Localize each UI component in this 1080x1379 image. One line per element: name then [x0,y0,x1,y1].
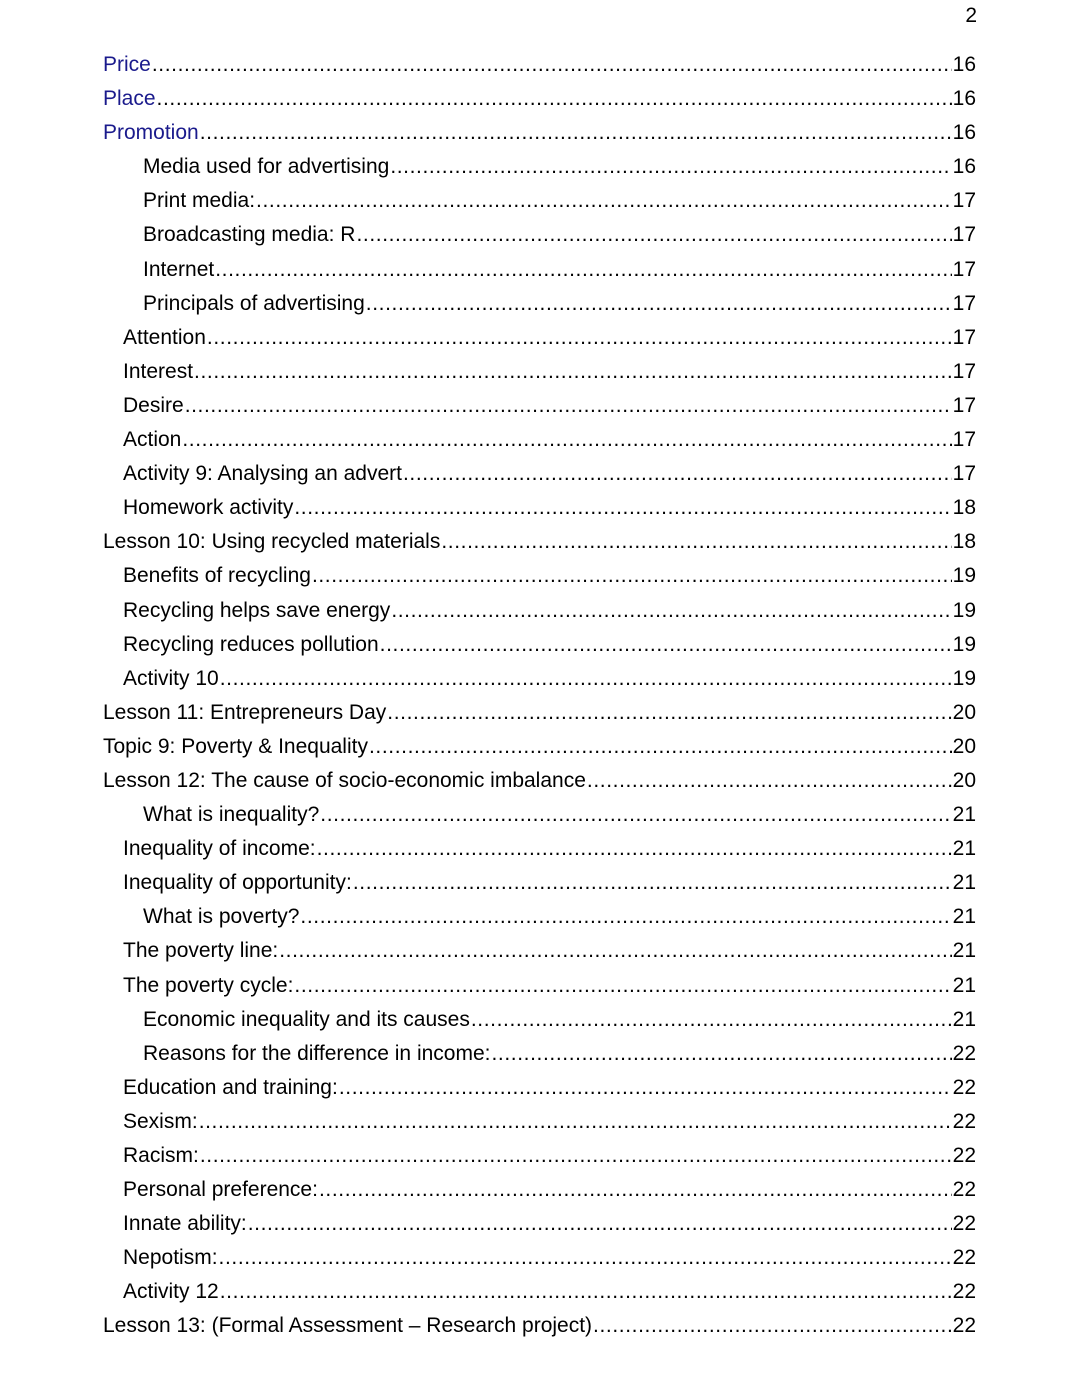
toc-entry-title[interactable]: The poverty line: [123,939,279,963]
toc-entry[interactable] [103,1207,976,1241]
dot-leader [200,116,952,150]
toc-entry[interactable] [103,184,976,218]
toc-entry-page-number[interactable]: 19 [952,632,976,656]
toc-entry[interactable] [103,1275,976,1309]
dot-leader [294,491,951,525]
dot-leader [185,389,952,423]
toc-entry[interactable] [103,1241,976,1275]
dot-leader [387,696,951,730]
toc-entry-title[interactable]: Principals of advertising [143,291,365,315]
toc-entry-page-number[interactable]: 21 [952,803,976,827]
dot-leader [152,48,952,82]
toc-entry-title[interactable]: Attention [123,325,206,349]
dot-leader [390,150,951,184]
toc-entry[interactable] [103,1105,976,1139]
toc-entry-page-number[interactable]: 16 [952,87,976,111]
toc-entry[interactable] [103,253,976,287]
toc-entry-title[interactable]: Lesson 10: Using recycled materials [103,530,441,554]
toc-entry[interactable] [103,423,976,457]
toc-entry-page-number[interactable]: 22 [952,1212,976,1236]
dot-leader [194,355,952,389]
toc-entry-title[interactable]: Promotion [103,121,199,145]
toc-entry-page-number[interactable]: 22 [952,1178,976,1202]
dot-leader [200,1139,952,1173]
toc-entry-page-number[interactable]: 21 [952,939,976,963]
dot-leader [199,1105,952,1139]
table-of-contents [103,48,976,1344]
toc-entry-title[interactable]: Inequality of income: [123,837,316,861]
toc-entry-page-number[interactable]: 17 [952,291,976,315]
dot-leader [441,525,951,559]
toc-entry-page-number[interactable]: 21 [952,905,976,929]
toc-entry-page-number[interactable]: 19 [952,598,976,622]
toc-entry-title[interactable]: Nepotism: [123,1246,218,1270]
toc-entry[interactable] [103,48,976,82]
dot-leader [300,900,951,934]
toc-entry[interactable] [103,1003,976,1037]
dot-leader [593,1309,952,1343]
dot-leader [219,1241,952,1275]
toc-entry-page-number[interactable]: 19 [952,666,976,690]
toc-entry-page-number[interactable]: 21 [952,837,976,861]
toc-entry-title[interactable]: Racism: [123,1144,199,1167]
toc-entry-title[interactable]: Internet [143,257,215,281]
toc-entry-title[interactable]: The poverty cycle: [123,973,294,997]
dot-leader [471,1003,952,1037]
dot-leader [366,287,952,321]
toc-entry[interactable] [103,1309,976,1343]
toc-entry-title[interactable]: What is inequality? [143,803,320,827]
toc-entry-title[interactable]: Reasons for the difference in income: [143,1041,491,1065]
dot-leader [587,764,952,798]
toc-entry[interactable] [103,1139,976,1173]
toc-entry-page-number[interactable]: 21 [952,871,976,895]
toc-entry[interactable] [103,457,976,491]
dot-leader [317,832,952,866]
toc-entry[interactable] [103,150,976,184]
toc-entry-title[interactable]: Interest [123,359,194,383]
toc-entry[interactable] [103,82,976,116]
toc-entry-page-number[interactable]: 17 [952,325,976,349]
toc-entry-title[interactable]: Education and training: [123,1075,338,1099]
toc-entry-page-number[interactable]: 20 [952,768,976,792]
toc-entry-page-number[interactable]: 20 [952,700,976,724]
toc-entry-title[interactable]: Price [103,53,151,76]
toc-entry-page-number[interactable]: 22 [952,1246,976,1270]
toc-entry[interactable] [103,594,976,628]
toc-entry-title[interactable]: Homework activity [123,496,294,520]
toc-entry[interactable] [103,287,976,321]
dot-leader [320,798,951,832]
toc-entry[interactable] [103,355,976,389]
toc-entry-page-number[interactable]: 19 [952,564,976,588]
toc-entry[interactable] [103,1071,976,1105]
toc-entry[interactable] [103,628,976,662]
dot-leader [403,457,952,491]
toc-entry[interactable] [103,491,976,525]
toc-entry-page-number[interactable]: 20 [952,734,976,758]
toc-entry[interactable] [103,559,976,593]
toc-entry-page-number[interactable]: 21 [952,1007,976,1031]
dot-leader [353,866,952,900]
dot-leader [491,1037,951,1071]
toc-entry-page-number[interactable]: 18 [952,530,976,554]
toc-entry-page-number[interactable]: 22 [952,1280,976,1304]
toc-entry-title[interactable]: Innate ability: [123,1212,247,1236]
dot-leader [207,321,952,355]
toc-entry-title[interactable]: What is poverty? [143,905,300,929]
toc-entry[interactable] [103,934,976,968]
toc-entry[interactable] [103,866,976,900]
toc-entry[interactable] [103,525,976,559]
toc-entry[interactable] [103,662,976,696]
dot-leader [220,662,952,696]
toc-entry[interactable] [103,900,976,934]
toc-entry-page-number[interactable]: 22 [952,1075,976,1099]
dot-leader [356,218,951,252]
toc-entry-title[interactable]: Sexism: [123,1109,198,1133]
dot-leader [380,628,952,662]
toc-entry[interactable] [103,969,976,1003]
toc-entry-page-number[interactable]: 21 [952,973,976,997]
toc-entry-page-number[interactable]: 17 [952,223,976,247]
toc-entry-title[interactable]: Lesson 13: (Formal Assessment – Research project) [103,1314,593,1338]
toc-entry[interactable] [103,1173,976,1207]
toc-entry[interactable] [103,798,976,832]
toc-entry-page-number[interactable]: 18 [952,496,976,520]
dot-leader [319,1173,952,1207]
toc-entry[interactable] [103,218,976,252]
toc-entry-page-number[interactable]: 16 [952,121,976,145]
toc-entry[interactable] [103,321,976,355]
toc-entry-title[interactable]: Topic 9: Poverty & Inequality [103,734,368,758]
toc-entry-page-number[interactable]: 22 [952,1109,976,1133]
toc-entry-title[interactable]: Inequality of opportunity: [123,871,352,895]
toc-entry-page-number[interactable]: 17 [952,393,976,417]
toc-entry-page-number[interactable]: 17 [952,428,976,452]
toc-entry-title[interactable]: Print media: [143,189,256,213]
toc-entry-title[interactable]: Economic inequality and its causes [143,1007,470,1031]
dot-leader [182,423,951,457]
toc-entry-page-number[interactable]: 17 [952,257,976,281]
toc-entry-title[interactable]: Personal preference: [123,1178,318,1202]
toc-entry-page-number[interactable]: 22 [952,1144,976,1167]
toc-entry-page-number[interactable]: 17 [952,359,976,383]
page-number: 2 [965,4,977,27]
toc-entry[interactable] [103,389,976,423]
toc-entry[interactable] [103,116,976,150]
toc-entry-page-number[interactable]: 22 [952,1041,976,1065]
toc-entry-title[interactable]: Activity 12 [123,1280,219,1304]
toc-entry-title[interactable]: Recycling helps save energy [123,598,391,622]
toc-entry-page-number[interactable]: 17 [952,189,976,213]
dot-leader [391,594,951,628]
toc-entry-title[interactable]: Lesson 11: Entrepreneurs Day [103,700,387,724]
toc-entry[interactable] [103,1037,976,1071]
toc-entry-title[interactable]: Media used for advertising [143,155,390,179]
dot-leader [339,1071,952,1105]
toc-entry[interactable] [103,730,976,764]
toc-entry-page-number[interactable]: 16 [952,53,976,76]
dot-leader [279,934,951,968]
dot-leader [220,1275,952,1309]
toc-entry-title[interactable]: Recycling reduces pollution [123,632,379,656]
toc-entry-page-number[interactable]: 17 [952,462,976,486]
dot-leader [248,1207,952,1241]
toc-entry[interactable] [103,696,976,730]
toc-entry-page-number[interactable]: 16 [952,155,976,179]
dot-leader [215,253,951,287]
toc-entry-title[interactable]: Activity 9: Analysing an advert [123,462,402,486]
dot-leader [294,969,951,1003]
dot-leader [312,559,952,593]
toc-entry-title[interactable]: Activity 10 [123,666,219,690]
toc-entry-title[interactable]: Action [123,428,182,452]
toc-entry-page-number[interactable]: 22 [952,1314,976,1338]
toc-entry-title[interactable]: Lesson 12: The cause of socio-economic imbalance [103,768,586,792]
toc-entry[interactable] [103,832,976,866]
toc-entry-title[interactable]: Broadcasting media: R [143,223,356,247]
toc-entry-title[interactable]: Benefits of recycling [123,564,311,588]
dot-leader [256,184,952,218]
dot-leader [157,82,952,116]
toc-entry[interactable] [103,764,976,798]
toc-entry-title[interactable]: Place [103,87,156,111]
dot-leader [369,730,952,764]
toc-entry-title[interactable]: Desire [123,393,184,417]
